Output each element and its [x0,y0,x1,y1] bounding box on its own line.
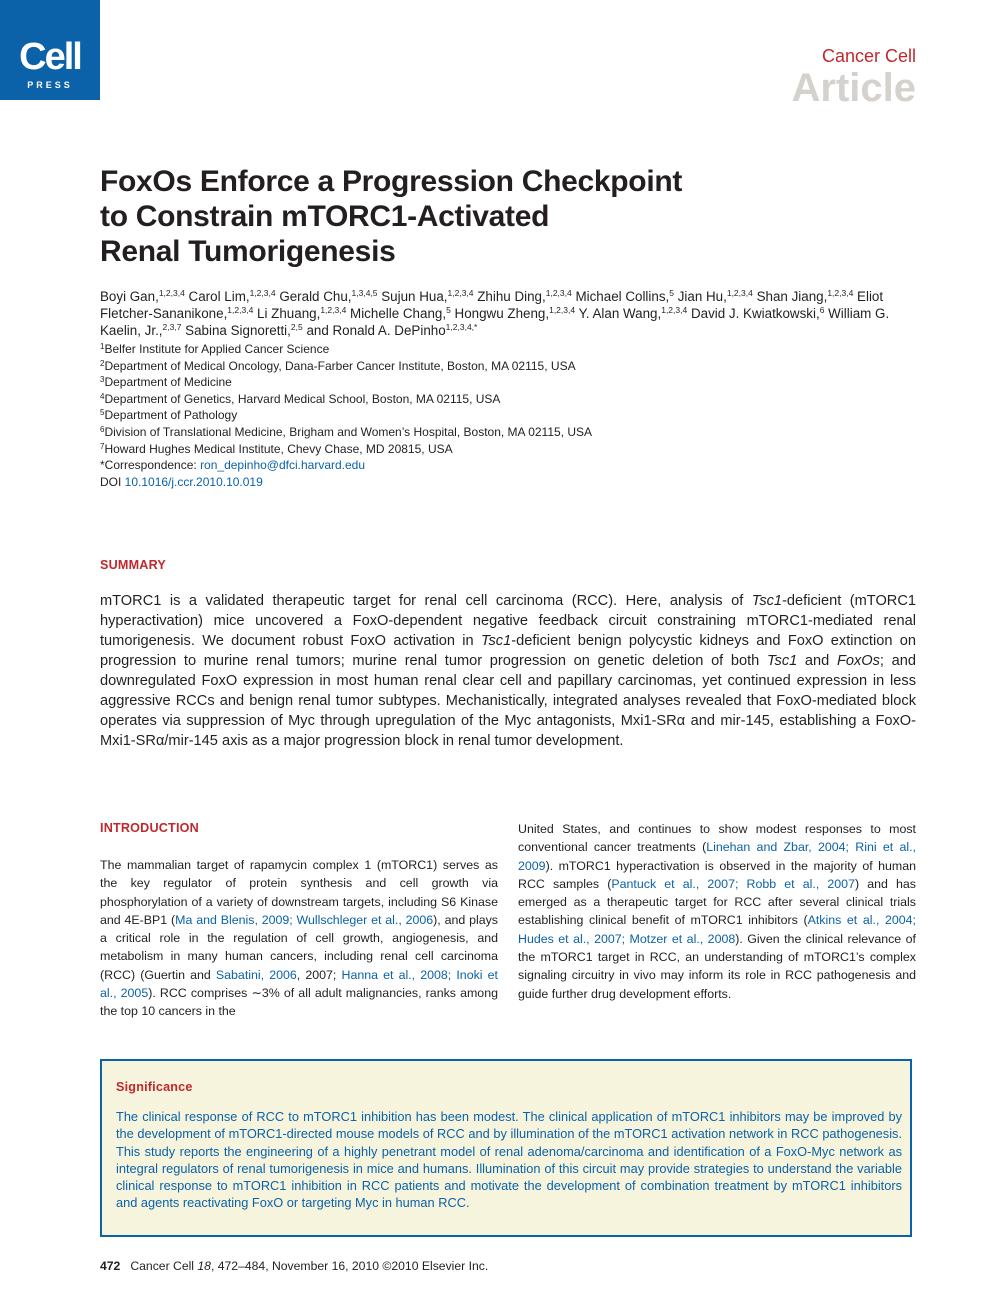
affiliation-number: 3 [100,375,105,385]
author-affiliation-sup: 1,2,3,4 [661,305,688,315]
author: Zhihu Ding,$^{1,2,3,4}$ [477,288,572,304]
author-list [100,288,920,339]
author-affiliation-sup: 1,2,3,4 [447,288,474,298]
logo-press-text: PRESS [27,80,73,90]
footer-journal: Cancer Cell [130,1259,198,1273]
affiliation [100,424,920,441]
affiliation-text: Department of Medical Oncology, Dana-Farber Cancer Institute, Boston, MA 02115, USA [104,358,576,373]
author-affiliation-sup: 1,2,3,4,* [445,322,478,332]
title-line: FoxOs Enforce a Progression Checkpoint [100,165,683,198]
page-number: 472 [100,1259,121,1273]
author: Michael Collins,$^5$ [575,288,674,304]
author-affiliation-sup: 5 [669,288,674,298]
affiliation-text: Belfer Institute for Applied Cancer Science [104,342,330,356]
author-affiliation-sup: 5 [446,305,451,315]
introduction-right-column [518,820,916,1003]
affiliation-text: Division of Translational Medicine, Brigham and Women’s Hospital, Boston, MA 02115, USA [104,424,593,439]
affiliation-number: 1 [100,342,105,351]
affiliation-text: Department of Pathology [104,408,238,423]
doi-link[interactable]: 10.1016/j.ccr.2010.10.019 [124,474,263,489]
citation-link[interactable]: Sabatini, 2006 [215,967,297,982]
author: Shan Jiang,$^{1,2,3,4}$ [756,288,854,304]
doi-label: DOI [100,474,125,489]
introduction-text: ). mTORC1 hyperactivation is observed in the majority of human RCC samples ( [518,858,916,891]
citation-link[interactable]: Ma and Blenis, 2009; Wullschleger et al., 2006 [175,912,434,927]
doi [100,474,920,491]
affiliation-number: 4 [100,391,105,401]
affiliation-text: Howard Hughes Medical Institute, Chevy Chase, MD 20815, USA [104,441,453,456]
affiliation [100,341,920,358]
significance-text: The clinical response of RCC to mTORC1 inhibition has been modest. The clinical application of mTORC1 inhibitors may be improved by the development of mTORC1-directed mouse models of RCC and by illumination of the mTORC1 activation network in RCC pathogenesis. This study reports the engineering of a highly penetrant model of renal adenoma/carcinoma and identification of a FoxO-Myc network as integral regulators of renal tumorigenesis in mice and humans. Illumination of this circuit may provide strategies to understand the variable clinical response to mTORC1 inhibition in RCC patients and motivate the development of combination treatment by mTORC1 inhibitors and agents reactivating FoxO or targeting Myc in human RCC. [116,1109,902,1211]
affiliation-number: 2 [100,358,105,368]
affiliation-number: 7 [100,441,105,451]
affiliation-number: 6 [100,424,105,434]
author: Michelle Chang,$^5$ [350,305,451,321]
affiliation-text: Department of Genetics, Harvard Medical School, Boston, MA 02115, USA [104,391,501,406]
affiliation [100,407,920,424]
paper-title [100,164,800,269]
author: Li Zhuang,$^{1,2,3,4}$ [257,305,347,321]
journal-name: Cancer Cell [821,46,916,66]
author-affiliation-sup: 6 [819,305,825,315]
title-line: to Constrain mTORC1-Activated [100,200,550,233]
correspondence [100,457,920,474]
affiliation-items [100,341,920,457]
author: Eliot Fletcher-Sananikone,$^{1,2,3,4}$ [100,289,884,321]
correspondence-label: *Correspondence: [100,458,201,473]
introduction-text: The mammalian target of rapamycin complex 1 (mTORC1) serves as the key regulator of protein synthesis and cell growth via phosphorylation of a variety of downstream targets, including S6 Kinase and 4E-BP1 ( [100,858,498,927]
citation-link[interactable]: Linehan and Zbar, 2004; Rini et al., 2009 [518,840,916,873]
logo-cell-text: Cell [19,36,81,78]
author-affiliation-sup: 1,2,3,4 [320,305,347,315]
author-affiliation-sup: 1,2,3,4 [726,288,753,298]
summary-text: mTORC1 is a validated therapeutic target for renal cell carcinoma (RCC). Here, analysis of Tsc1-deficient (mTORC1 hyperactivation) mice uncovered a FoxO-dependent negative feedback circuit constraining mTORC1-mediated renal tumorigenesis. We document robust FoxO activation in Tsc1-deficient benign polycystic kidneys and FoxO extinction on progression to murine renal tumors; murine renal tumor progression on genetic deletion of both Tsc1 and FoxOs; and downregulated FoxO expression in most human renal clear cell and papillary carcinomas, yet continued expression in less aggressive RCCs and benign renal tumor subtypes. Mechanistically, integrated analyses revealed that FoxO-mediated block operates via suppression of Myc through upregulation of the Myc antagonists, Mxi1-SRα and mir-145, establishing a FoxO-Mxi1-SRα/mir-145 axis as a major progression block in renal tumor development. [100,593,917,749]
affiliation-text: Department of Medicine [104,375,232,390]
citation-link[interactable]: Hanna et al., 2008; Inoki et al., 2005 [100,967,498,1001]
gene-name: Tsc1 [751,593,783,609]
significance-box [100,1059,912,1237]
page-footer [100,1259,488,1273]
introduction-text: United States, and continues to show modest responses to most conventional cancer treatments ( [518,822,916,855]
author-affiliation-sup: 1,3,4,5 [351,288,378,298]
author: Carol Lim,$^{1,2,3,4}$ [188,288,276,304]
author-affiliation-sup: 2,3,7 [162,322,182,332]
gene-name: Tsc1 [766,653,798,669]
introduction-text: , 2007; [296,967,342,982]
author: Y. Alan Wang,$^{1,2,3,4}$ [578,305,688,321]
author: Hongwu Zheng,$^{1,2,3,4}$ [454,305,576,321]
author-affiliation-sup: 1,2,3,4 [549,305,576,315]
author: Sujun Hua,$^{1,2,3,4}$ [381,288,474,304]
introduction-left-column [100,856,498,1021]
affiliation-list [100,341,920,490]
affiliation [100,391,920,408]
introduction-text: ), and plays a critical role in the regulation of cell growth, angiogenesis, and metabolism in many human cancers, including renal cell carcinoma (RCC) (Guertin and [100,912,498,982]
summary-heading: SUMMARY [100,558,166,572]
footer-citation: , 472–484, November 16, 2010 ©2010 Elsevier Inc. [210,1259,489,1273]
author: Gerald Chu,$^{1,3,4,5}$ [279,288,378,304]
author: Boyi Gan,$^{1,2,3,4}$ [100,288,185,304]
cell-press-logo [0,0,100,100]
gene-name: FoxOs [836,653,880,669]
author: William G. Kaelin, Jr.,$^{2,3,7}$ [100,306,890,338]
author: and Ronald A. DePinho$^{1,2,3,4,*}$ [306,322,478,338]
affiliation [100,441,920,458]
title-line: Renal Tumorigenesis [100,235,396,268]
gene-name: Tsc1 [480,633,512,649]
author-affiliation-sup: 1,2,3,4 [158,288,185,298]
affiliation [100,374,920,391]
introduction-heading: INTRODUCTION [100,821,199,835]
author-affiliation-sup: 1,2,3,4 [227,305,254,315]
introduction-text: ). Given the clinical relevance of the mTORC1 target in RCC, an understanding of mTORC1’s complex signaling circuitry in vivo may inform its role in RCC pathogenesis and guide further drug development efforts. [518,931,916,1001]
citation-link[interactable]: Atkins et al., 2004; Hudes et al., 2007; Motzer et al., 2008 [518,913,916,946]
author: Jian Hu,$^{1,2,3,4}$ [677,288,753,304]
correspondence-email-link[interactable]: ron_depinho@dfci.harvard.edu [200,458,366,473]
affiliation-number: 5 [100,408,105,418]
significance-heading: Significance [116,1080,193,1094]
author-affiliation-sup: 1,2,3,4 [545,288,572,298]
author-affiliation-sup: 1,2,3,4 [827,288,854,298]
author: Sabina Signoretti,$^{2,5}$ [185,322,303,338]
citation-link[interactable]: Pantuck et al., 2007; Robb et al., 2007 [611,876,855,891]
author: David J. Kwiatkowski,$^6$ [690,305,825,321]
article-type: Article [791,66,916,110]
author-affiliation-sup: 2,5 [290,322,303,332]
introduction-text: ). RCC comprises ∼3% of all adult malignancies, ranks among the top 10 cancers in the [100,986,498,1019]
introduction-text: ) and has emerged as a therapeutic target for RCC after several clinical trials establishing clinical benefit of mTORC1 inhibitors ( [518,876,917,928]
footer-volume: 18 [197,1259,211,1273]
author-affiliation-sup: 1,2,3,4 [249,288,276,298]
affiliation [100,358,920,375]
